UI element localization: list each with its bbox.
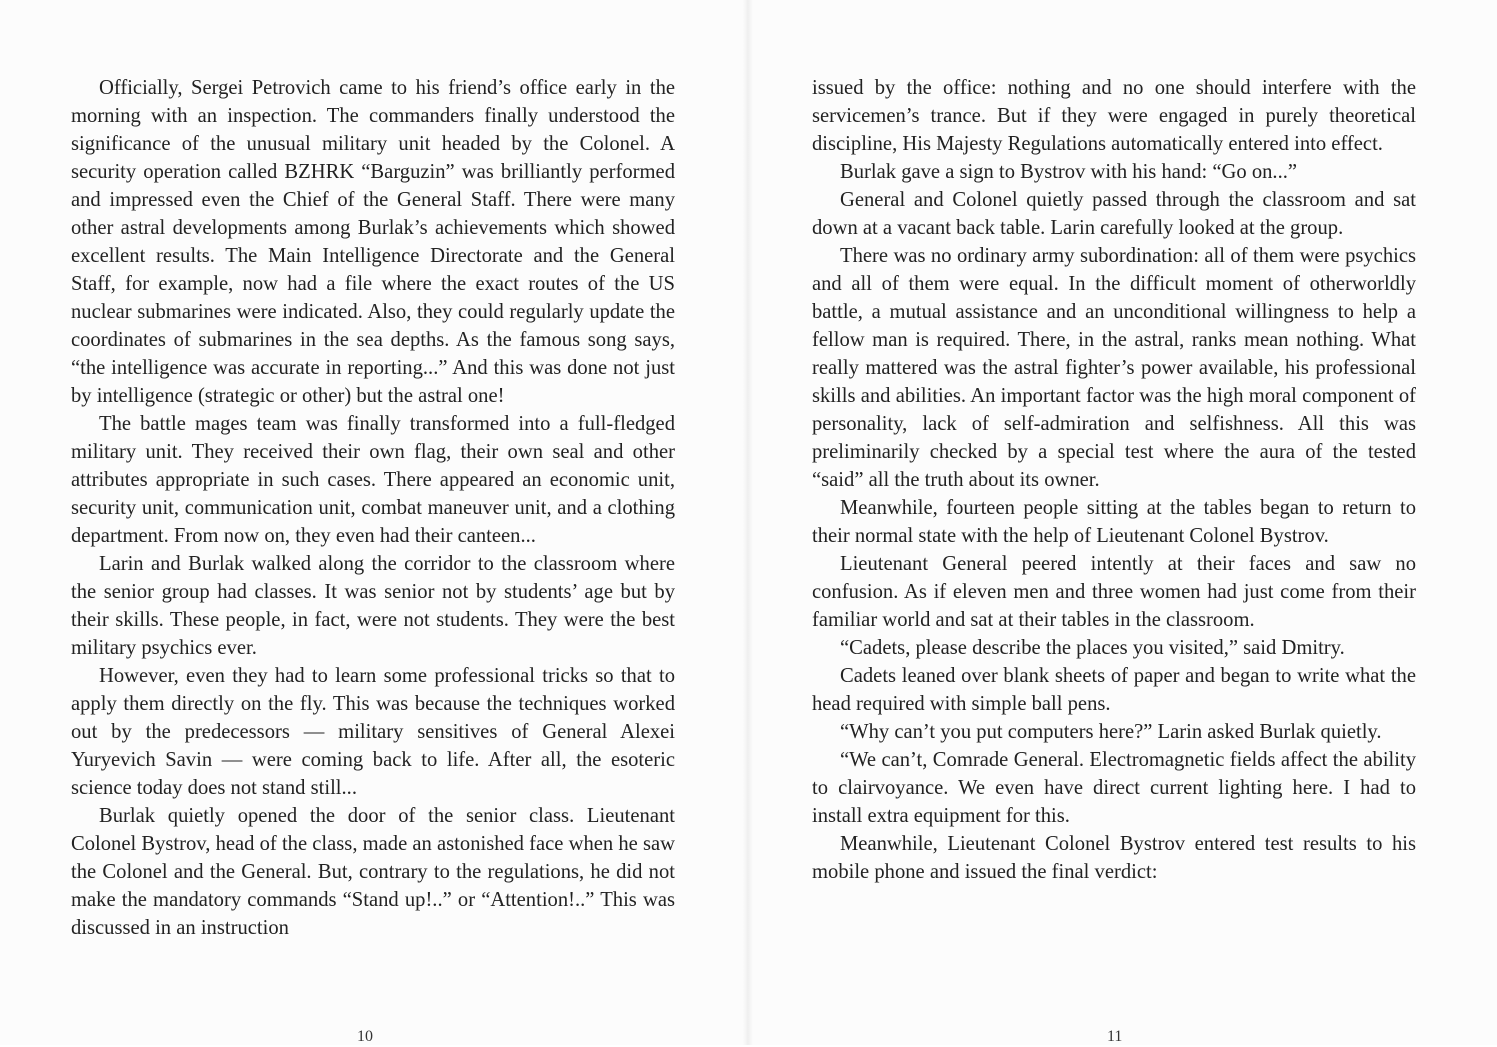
paragraph: Cadets leaned over blank sheets of paper and began to write what the head required with simple ball pens. xyxy=(812,665,1416,715)
paragraph: General and Colonel quietly passed through the classroom and sat down at a vacant back table. Larin carefully looked at the group. xyxy=(812,189,1416,239)
paragraph: Burlak quietly opened the door of the senior class. Lieutenant Colonel Bystrov, head of the class, made an astonished face when he saw the Colonel and the General. But, contrary to the regulations, he did not make the mandatory commands “Stand up!..” or “Attention!..” This was discussed in an instruction xyxy=(71,805,675,939)
right-page xyxy=(748,0,1497,1045)
paragraph-continuation: issued by the office: nothing and no one should interfere with the servicemen’s trance. But if they were engaged in purely theoretical discipline, His Majesty Regulations automatically entered into effect. xyxy=(812,77,1416,155)
paragraph: “Why can’t you put computers here?” Larin asked Burlak quietly. xyxy=(840,721,1382,743)
page-number-left: 10 xyxy=(357,1028,373,1045)
paragraph: There was no ordinary army subordination: all of them were psychics and all of them were equal. In the difficult moment of otherworldly battle, a mutual assistance and an unconditional willingness to help a fellow man is required. There, in the astral, ranks mean nothing. What really mattered was the astral fighter’s power available, his professional skills and abilities. An important factor was the high moral component of personality, lack of self-admiration and selfishness. All this was preliminarily checked by a special test where the aura of the tested “said” all the truth about its owner. xyxy=(812,245,1416,491)
left-page-text xyxy=(71,74,675,942)
paragraph: “We can’t, Comrade General. Electromagnetic fields affect the ability to clairvoyance. We even have direct current lighting here. I had to install extra equipment for this. xyxy=(812,749,1416,827)
page-number-right: 11 xyxy=(1107,1028,1123,1045)
paragraph: “Cadets, please describe the places you visited,” said Dmitry. xyxy=(840,637,1345,659)
paragraph: Lieutenant General peered intently at their faces and saw no confusion. As if eleven men and three women had just come from their familiar world and sat at their tables in the classroom. xyxy=(812,553,1416,631)
paragraph: However, even they had to learn some professional tricks so that to apply them directly on the fly. This was because the techniques worked out by the predecessors — military sensitives of General Alexei Yuryevich Savin — were coming back to life. After all, the esoteric science today does not stand still... xyxy=(71,665,675,799)
paragraph: The battle mages team was finally transformed into a full-fledged military unit. They received their own flag, their own seal and other attributes appropriate in such cases. There appeared an economic unit, security unit, communication unit, combat maneuver unit, and a clothing department. From now on, they even had their canteen... xyxy=(71,413,675,547)
right-page-text xyxy=(812,74,1416,886)
left-page xyxy=(0,0,748,1045)
paragraph: Meanwhile, fourteen people sitting at the tables began to return to their normal state with the help of Lieutenant Colonel Bystrov. xyxy=(812,497,1416,547)
paragraph: Meanwhile, Lieutenant Colonel Bystrov entered test results to his mobile phone and issued the final verdict: xyxy=(812,833,1416,883)
paragraph: Officially, Sergei Petrovich came to his friend’s office early in the morning with an inspection. The commanders finally understood the significance of the unusual military unit headed by the Colonel. A security operation called BZHRK “Barguzin” was brilliantly performed and impressed even the Chief of the General Staff. There were many other astral developments among Burlak’s achievements which showed excellent results. The Main Intelligence Directorate and the General Staff, for example, now had a file where the exact routes of the US nuclear submarines were indicated. Also, they could regularly update the coordinates of submarines in the sea depths. As the famous song says, “the intelligence was accurate in reporting...” And this was done not just by intelligence (strategic or other) but the astral one! xyxy=(71,77,675,407)
paragraph: Larin and Burlak walked along the corridor to the classroom where the senior group had classes. It was senior not by students’ age but by their skills. These people, in fact, were not students. They were the best military psychics ever. xyxy=(71,553,675,659)
paragraph: Burlak gave a sign to Bystrov with his hand: “Go on...” xyxy=(840,161,1298,183)
